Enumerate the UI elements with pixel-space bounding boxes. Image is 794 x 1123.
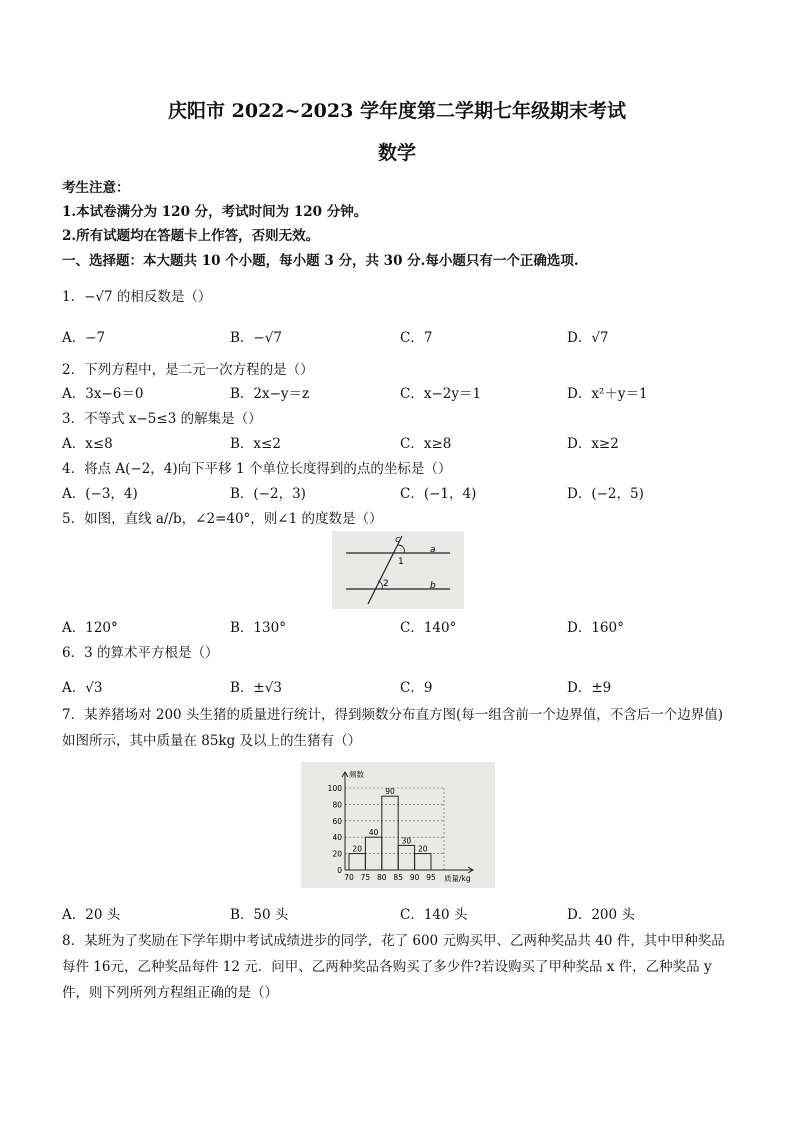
x-axis-label: 质量/kg (444, 874, 471, 883)
label-angle-1: 1 (398, 557, 404, 567)
y-tick-label-80: 80 (332, 800, 342, 810)
x-tick-label-85: 85 (393, 873, 403, 882)
q6-option-d[interactable]: D．±9 (567, 680, 612, 696)
section-heading: 一、选择题：本大题共 10 个小题，每小题 3 分，共 30 分.每小题只有一个正确选项. (62, 253, 579, 269)
q4-option-d[interactable]: D．(−2，5) (567, 486, 644, 502)
y-tick-label-0: 0 (337, 866, 342, 875)
q3-option-a[interactable]: A．x≤8 (62, 436, 113, 452)
q6-option-b[interactable]: B．±√3 (230, 680, 282, 696)
question-3-stem: 3．不等式 x−5≤3 的解集是（） (62, 411, 262, 427)
exam-title: 庆阳市 2022~2023 学年度第二学期七年级期末考试 (168, 100, 626, 122)
q5-option-d[interactable]: D．160° (567, 620, 624, 636)
question-8-stem: 8．某班为了奖励在下学年期中考试成绩进步的同学，花了 600 元购买甲、乙两种奖品共 40 件，其中甲种奖品每件 16元，乙种奖品每件 12 元．问甲、乙两种奖品各购买了多少件?若设购买了甲种奖品 x 件，乙种奖品 y 件，则下列所列方程组正确的是（） (62, 933, 725, 1001)
y-tick-label-40: 40 (332, 833, 342, 843)
q3-option-b[interactable]: B．x≤2 (230, 436, 281, 452)
bar-value-label-80-85: 90 (385, 787, 395, 797)
q7-option-d[interactable]: D．200 头 (567, 907, 635, 923)
q1-option-a[interactable]: A．−7 (62, 330, 106, 346)
y-tick-label-100: 100 (327, 784, 342, 793)
q4-option-b[interactable]: B．(−2，3) (230, 486, 306, 502)
question-7-stem: 7．某养猪场对 200 头生猪的质量进行统计，得到频数分布直方图(每一组含前一个边界值，不含后一个边界值)如图所示，其中质量在 85kg 及以上的生猪有（） (62, 707, 723, 749)
label-a: a (430, 545, 436, 555)
bar-70-75 (349, 854, 365, 870)
notice-item-1: 1.本试卷满分为 120 分，考试时间为 120 分钟。 (62, 204, 368, 220)
bar-value-label-85-90: 30 (401, 836, 412, 846)
bar-90-95 (415, 854, 431, 870)
x-tick-label-70: 70 (344, 873, 354, 882)
q5-option-b[interactable]: B．130° (230, 620, 286, 636)
q5-option-a[interactable]: A．120° (62, 620, 118, 636)
notice-heading: 考生注意： (62, 180, 130, 196)
label-b: b (430, 581, 436, 591)
x-tick-label-80: 80 (377, 873, 387, 882)
q2-option-c[interactable]: C．x−2y＝1 (400, 386, 482, 402)
question-3-options (62, 432, 742, 450)
q1-option-d[interactable]: D．√7 (567, 330, 609, 346)
q2-option-b[interactable]: B．2x−y＝z (230, 386, 310, 402)
q7-option-c[interactable]: C．140 头 (400, 907, 468, 923)
question-2-stem: 2．下列方程中，是二元一次方程的是（） (62, 362, 314, 378)
line-c (368, 536, 402, 604)
question-1-stem: 1．−√7 的相反数是（） (62, 289, 212, 305)
bar-85-90 (398, 845, 414, 870)
q7-option-a[interactable]: A．20 头 (62, 907, 121, 923)
label-c: c (395, 535, 400, 545)
x-tick-label-95: 95 (426, 873, 436, 882)
notice-item-2: 2.所有试题均在答题卡上作答，否则无效。 (62, 228, 320, 244)
question-6-stem: 6．3 的算术平方根是（） (62, 645, 219, 661)
question-5-stem: 5．如图，直线 a//b，∠2=40°，则∠1 的度数是（） (62, 511, 383, 527)
q1-option-c[interactable]: C．7 (400, 330, 433, 346)
histogram-chart (301, 762, 495, 888)
y-axis-label: 频数 (349, 770, 364, 779)
bar-value-label-75-80: 40 (368, 828, 379, 838)
parallel-lines-figure (332, 531, 464, 609)
q4-option-c[interactable]: C．(−1，4) (400, 486, 477, 502)
angle-1-arc (398, 545, 404, 553)
q3-option-d[interactable]: D．x≥2 (567, 436, 619, 452)
q1-option-b[interactable]: B．−√7 (230, 330, 282, 346)
q2-option-a[interactable]: A．3x−6＝0 (62, 386, 144, 402)
parallel-lines-diagram (332, 531, 464, 609)
q4-option-a[interactable]: A．(−3，4) (62, 486, 138, 502)
y-tick-label-60: 60 (332, 816, 342, 826)
question-1-options (62, 326, 742, 344)
q7-option-b[interactable]: B．50 头 (230, 907, 289, 923)
y-tick-label-20: 20 (332, 849, 342, 859)
q2-option-d[interactable]: D．x²＋y＝1 (567, 386, 648, 402)
bar-80-85 (382, 796, 398, 870)
x-tick-label-75: 75 (360, 873, 371, 882)
question-4-options (62, 482, 742, 500)
histogram-figure (301, 762, 495, 888)
q5-option-c[interactable]: C．140° (400, 620, 457, 636)
label-angle-2: 2 (383, 579, 389, 589)
question-2-options (62, 382, 742, 400)
question-5-options (62, 616, 742, 634)
bar-value-label-90-95: 20 (418, 844, 428, 854)
x-tick-label-90: 90 (409, 873, 420, 882)
q6-option-a[interactable]: A．√3 (62, 680, 103, 696)
exam-subject: 数学 (377, 142, 416, 164)
bar-value-label-70-75: 20 (352, 844, 362, 854)
question-6-options (62, 676, 742, 694)
question-7-options (62, 903, 742, 921)
question-4-stem: 4．将点 A(−2，4)向下平移 1 个单位长度得到的点的坐标是（） (62, 461, 452, 477)
q3-option-c[interactable]: C．x≥8 (400, 436, 452, 452)
q6-option-c[interactable]: C．9 (400, 680, 433, 696)
